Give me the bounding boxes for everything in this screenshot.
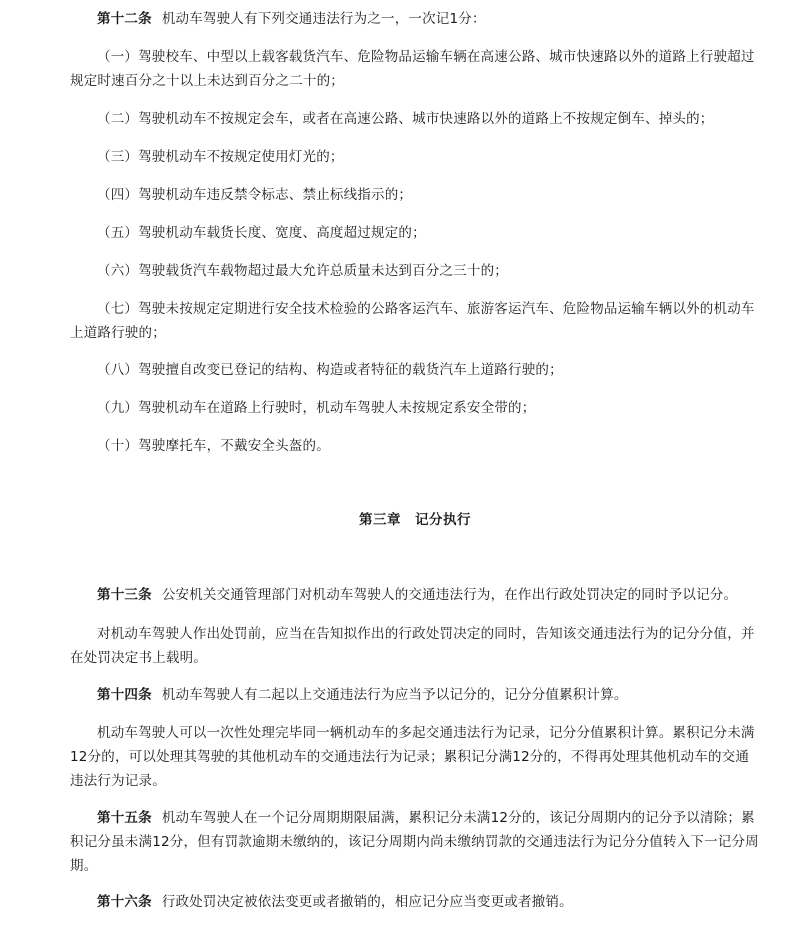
article-14-text: 机动车驾驶人有二起以上交通违法行为应当予以记分的，记分分值累积计算。 bbox=[161, 687, 628, 703]
article-12-item-8: （八）驾驶擅自改变已登记的结构、构造或者特征的载货汽车上道路行驶的； bbox=[97, 362, 563, 378]
article-12-item-1: （一）驾驶校车、中型以上载客载货汽车、危险物品运输车辆在高速公路、城市快速路以外的道路上行驶超过规定时速百分之十以上未达到百分之二十的； bbox=[70, 49, 755, 89]
article-13-label: 第十三条 bbox=[97, 587, 152, 603]
article-13-paragraph-2: 对机动车驾驶人作出处罚前，应当在告知拟作出的行政处罚决定的同时，告知该交通违法行为的记分分值，并在处罚决定书上载明。 bbox=[70, 626, 755, 666]
article-12-item-3: （三）驾驶机动车不按规定使用灯光的； bbox=[97, 149, 344, 165]
article-16-intro bbox=[70, 890, 760, 914]
article-16-text: 行政处罚决定被依法变更或者撤销的，相应记分应当变更或者撤销。 bbox=[161, 894, 573, 910]
article-12-label: 第十二条 bbox=[97, 11, 152, 27]
article-13-intro bbox=[70, 583, 760, 607]
article-14-intro bbox=[70, 683, 760, 707]
article-12-intro bbox=[70, 7, 760, 31]
article-12-item-6: （六）驾驶载货汽车载物超过最大允许总质量未达到百分之三十的； bbox=[97, 263, 508, 279]
article-12-item-7: （七）驾驶未按规定定期进行安全技术检验的公路客运汽车、旅游客运汽车、危险物品运输车辆以外的机动车上道路行驶的； bbox=[70, 301, 755, 341]
article-12-text: 机动车驾驶人有下列交通违法行为之一，一次记1分： bbox=[161, 11, 486, 27]
article-13-text: 公安机关交通管理部门对机动车驾驶人的交通违法行为，在作出行政处罚决定的同时予以记分。 bbox=[161, 587, 738, 603]
article-14-label: 第十四条 bbox=[97, 687, 152, 703]
chapter-heading: 第三章 记分执行 bbox=[359, 512, 471, 528]
article-15-label: 第十五条 bbox=[97, 810, 152, 826]
article-15-intro bbox=[70, 806, 760, 878]
article-12-item-10: （十）驾驶摩托车，不戴安全头盔的。 bbox=[97, 438, 330, 454]
article-14-paragraph-2: 机动车驾驶人可以一次性处理完毕同一辆机动车的多起交通违法行为记录，记分分值累积计算。累积记分未满12分的，可以处理其驾驶的其他机动车的交通违法行为记录；累积记分满12分的，不得再处理其他机动车的交通违法行为记录。 bbox=[70, 725, 755, 789]
article-12-item-2: （二）驾驶机动车不按规定会车，或者在高速公路、城市快速路以外的道路上不按规定倒车、掉头的； bbox=[97, 111, 714, 127]
article-12-item-5: （五）驾驶机动车载货长度、宽度、高度超过规定的； bbox=[97, 225, 426, 241]
article-12-item-4: （四）驾驶机动车违反禁令标志、禁止标线指示的； bbox=[97, 187, 413, 203]
article-16-label: 第十六条 bbox=[97, 894, 152, 910]
article-15-text: 机动车驾驶人在一个记分周期期限届满，累积记分未满12分的，该记分周期内的记分予以清除；累积记分虽未满12分，但有罚款逾期未缴纳的，该记分周期内尚未缴纳罚款的交通违法行为记分分值转入下一记分周期。 bbox=[70, 810, 759, 874]
article-12-item-9: （九）驾驶机动车在道路上行驶时，机动车驾驶人未按规定系安全带的； bbox=[97, 400, 536, 416]
